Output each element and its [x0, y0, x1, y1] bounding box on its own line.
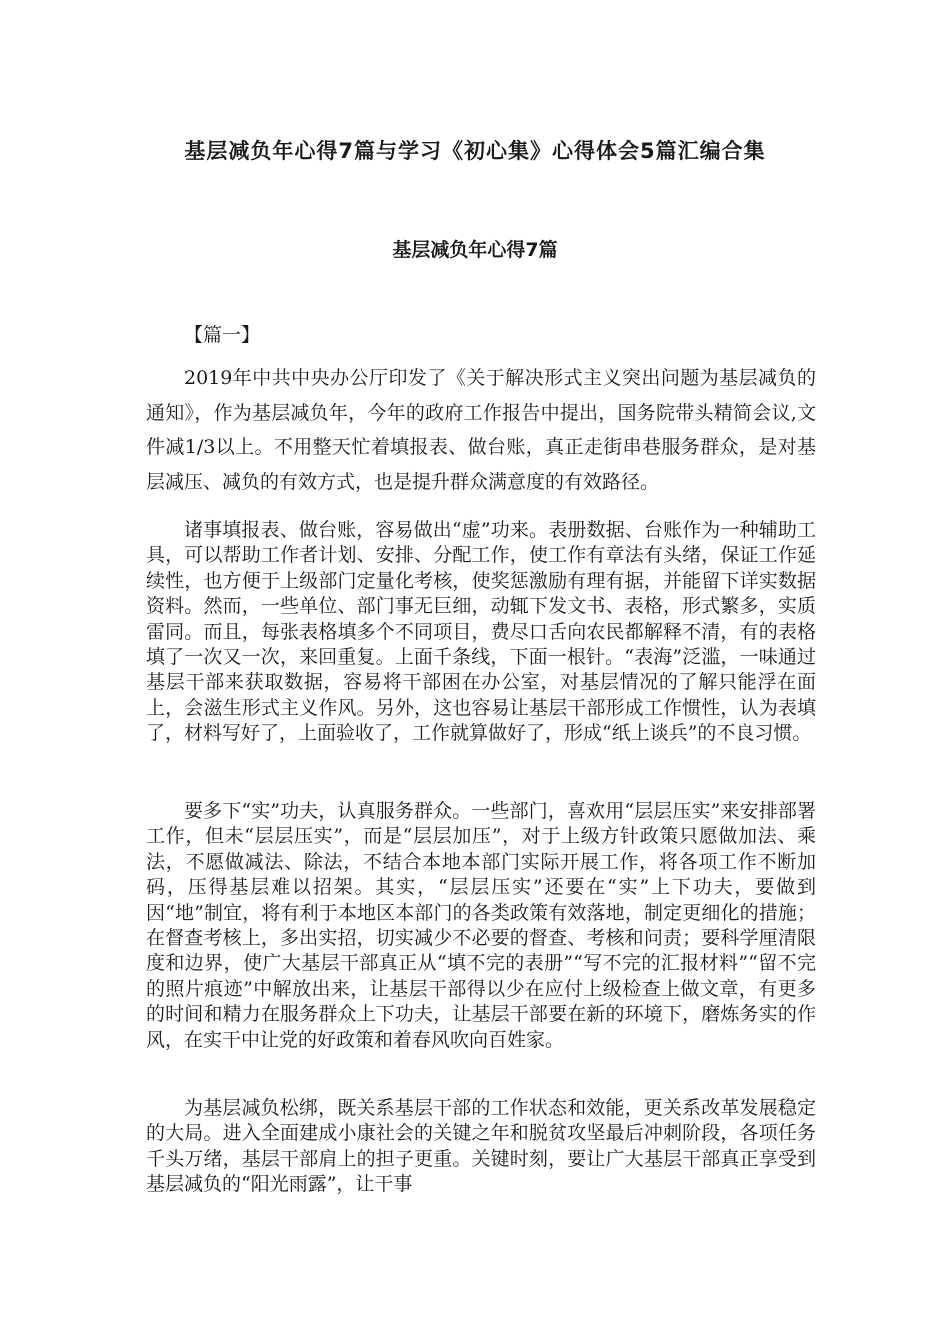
part-label: 【篇一】 [184, 324, 261, 346]
document-title: 基层减负年心得7篇与学习《初心集》心得体会5篇汇编合集 [184, 139, 766, 163]
paragraph-3: 要多下“实”功夫，认真服务群众。一些部门，喜欢用“层层压实”来安排部署工作，但未“层层压实”，而是“层层加压”，对于上级方针政策只愿做加法、乘法，不愿做减法、除法，不结合本地本部门实际开展工作，将各项工作不断加码，压得基层难以招架。其实，“层层压实”还要在“实”上下功夫，要做到因“地”制宜，将有利于本地区本部门的各类政策有效落地，制定更细化的措施；在督查考核上，多出实招，切实减少不必要的督查、考核和问责；要科学厘清限度和边界，使广大基层干部真正从“填不完的表册”“写不完的汇报材料”“留不完的照片痕迹”中解放出来，让基层干部得以少在应付上级检查上做文章，有更多的时间和精力在服务群众上下功夫，让基层干部要在新的环境下，磨炼务实的作风，在实干中让党的好政策和着春风吹向百姓家。 [146, 800, 816, 1051]
paragraph-1: 2019年中共中央办公厅印发了《关于解决形式主义突出问题为基层减负的通知》，作为基层减负年，今年的政府工作报告中提出，国务院带头精简会议,文件减1/3以上。不用整天忙着填报表、做台账，真正走街串巷服务群众，是对基层减压、减负的有效方式，也是提升群众满意度的有效路径。 [146, 367, 816, 493]
paragraph-4: 为基层减负松绑，既关系基层干部的工作状态和效能，更关系改革发展稳定的大局。进入全面建成小康社会的关键之年和脱贫攻坚最后冲刺阶段，各项任务千头万绪，基层干部肩上的担子更重。关键时刻，要让广大基层干部真正享受到基层减负的“阳光雨露”，让干事 [146, 1097, 816, 1196]
paragraph-2: 诸事填报表、做台账，容易做出“虚”功来。表册数据、台账作为一种辅助工具，可以帮助工作者计划、安排、分配工作，使工作有章法有头绪，保证工作延续性，也方便于上级部门定量化考核，使奖惩激励有理有据，并能留下详实数据资料。然而，一些单位、部门事无巨细，动辄下发文书、表格，形式繁多，实质雷同。而且，每张表格填多个不同项目，费尽口舌向农民都解释不清，有的表格填了一次又一次，来回重复。上面千条线，下面一根针。“表海”泛滥，一味通过基层干部来获取数据，容易将干部困在办公室，对基层情况的了解只能浮在面上，会滋生形式主义作风。另外，这也容易让基层干部形成工作惯性，认为表填了，材料写好了，上面验收了，工作就算做好了，形成“纸上谈兵”的不良习惯。 [146, 519, 816, 745]
section-title: 基层减负年心得7篇 [392, 239, 558, 261]
